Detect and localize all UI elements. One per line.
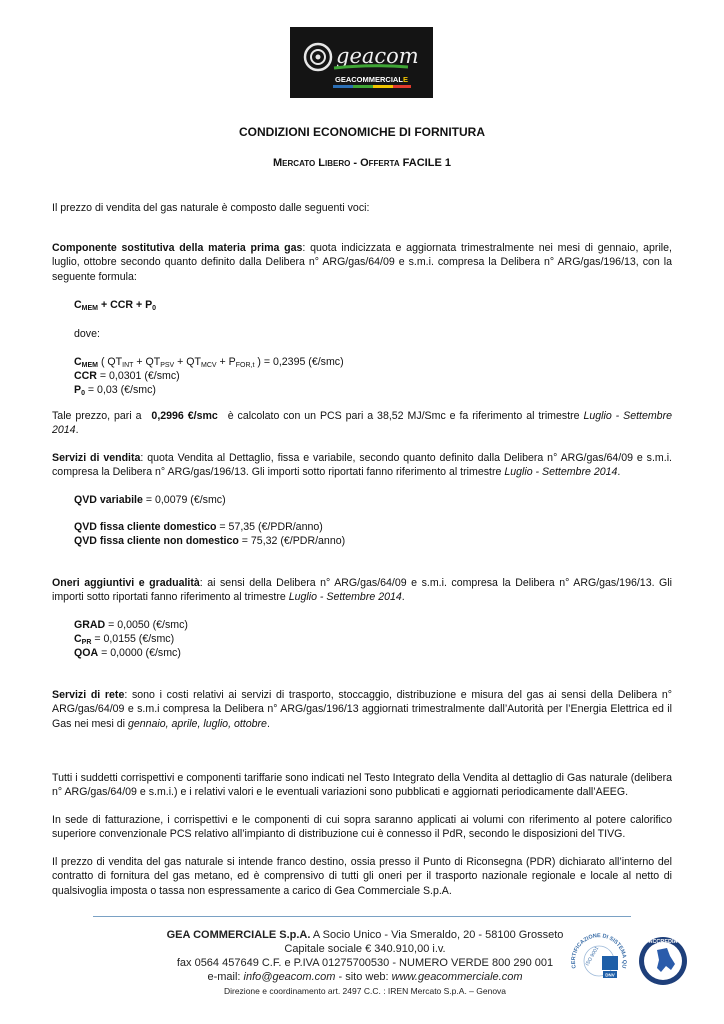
footer-web-label: - sito web: (335, 971, 392, 983)
quality-seal-icon (566, 928, 632, 994)
accredia-text: ACCREDIA (648, 939, 678, 945)
footer-web-link[interactable]: www.geacommerciale.com (391, 971, 523, 983)
cmem-b: + QT (133, 356, 161, 368)
cmem-int-sub: INT (122, 362, 134, 369)
oneri-end: . (401, 591, 405, 604)
oneri-text: : ai sensi della Delibera n° ARG/gas/64/09 e s.m.i. compresa la Delibera n° ARG/gas/196/13. Gli importi sotto riportati fanno riferimento al trimestre (52, 577, 672, 604)
qvd-nondom-label: QVD fissa cliente non domestico (74, 535, 239, 547)
company-logo (290, 27, 433, 98)
rete-months: gennaio, aprile, luglio, ottobre (127, 717, 267, 730)
price-line (52, 409, 672, 438)
oneri-period: Luglio - Settembre 2014 (288, 591, 402, 604)
vendita-text: : quota Vendita al Dettaglio, fissa e variabile, secondo quanto definito dalla Delibera n° ARG/gas/64/09 e s.m.i. compresa la Delibera n° ARG/gas/196/13. Gli importi sotto riportati fanno riferimento al trimestre (52, 452, 672, 479)
oneri-section (52, 576, 672, 605)
qvd-domestico-line (74, 520, 323, 534)
qvd-dom-label: QVD fissa cliente domestico (74, 521, 217, 533)
price-b: è calcolato con un PCS pari a 38,52 MJ/Smc e fa riferimento al trimestre (223, 410, 584, 422)
footer-email-label: e-mail: (207, 971, 244, 983)
qvd-nondomestico-line (74, 534, 345, 548)
cert-arc-text: CERTIFICAZIONE DI SISTEMA QU (570, 933, 628, 969)
oneri-heading: Oneri aggiuntivi e gradualità (52, 577, 200, 589)
footer-capital: Capitale sociale € 340.910,00 i.v. (284, 943, 446, 955)
accredia-badge (637, 930, 689, 992)
grad-line (74, 618, 188, 632)
intro-text: Il prezzo di vendita del gas naturale è composto dalle seguenti voci: (52, 202, 370, 214)
p0-label: P (74, 384, 82, 396)
footer-company-line (130, 928, 600, 942)
qoa-line (74, 646, 181, 660)
formula-cmem-line (74, 355, 344, 369)
formula-mem-sub: MEM (81, 305, 98, 312)
component-section (52, 241, 672, 284)
qvd-nondom-value: = 75,32 (€/PDR/anno) (238, 535, 346, 547)
accredia-seal-icon (637, 930, 689, 992)
logo-brand-text: geacom (336, 44, 419, 68)
footer-email-link[interactable]: info@geacom.com (243, 971, 336, 983)
formula-c: C (74, 299, 82, 311)
rete-text: : sono i costi relativi ai servizi di trasporto, stoccaggio, distribuzione e misura del gas ai sensi della Delibera n° ARG/gas/64/09 e s.m.i compresa la Delibera n° ARG/gas/196/13 aggiornati trimestralmente dall’Autorità per l’Energia Elettrica ed il Gas nei mesi di (52, 689, 672, 730)
footer-direction: Direzione e coordinamento art. 2497 C.C. : IREN Mercato S.p.A. – Genova (223, 986, 507, 996)
quality-certification-badge (566, 928, 632, 994)
footer-web-line (130, 970, 600, 984)
qvd-var-value: = 0,0079 (€/smc) (142, 494, 226, 506)
paragraph-2: In sede di fatturazione, i corrispettivi e le componenti di cui sopra saranno applicati ai volumi con riferimento al potere calorifico superiore convenzionale PCS relativo all’impianto di distribuzione cui è connesso il PdR, secondo le disposizioni del TIVG. (52, 814, 672, 841)
footer-divider (93, 916, 631, 917)
component-text: : quota indicizzata e aggiornata trimestralmente nei mesi di gennaio, aprile, luglio, ottobre secondo quanto definito dalla Delibera n° ARG/gas/64/09 e s.m.i. compresa la Delibera n° ARG/gas/196/13, con la seguente formula: (52, 242, 672, 283)
document-title: CONDIZIONI ECONOMICHE DI FORNITURA (239, 125, 485, 139)
paragraph-1: Tutti i suddetti corrispettivi e componenti tariffarie sono indicati nel Testo Integrato della Vendita al dettaglio di Gas naturale (delibera n° ARG/gas/64/09 e s.m.i.) e i relativi valori e le eventuali variazioni sono pubblicati e aggiornati periodicamente dall’AEEG. (52, 772, 672, 799)
p0-value: = 0,03 (€/smc) (84, 384, 156, 396)
geacom-logo-graphic (290, 27, 433, 98)
cmem-mcv-sub: MCV (201, 362, 217, 369)
grad-value: = 0,0050 (€/smc) (105, 619, 188, 631)
p0-line (74, 383, 156, 397)
cpr-sub: PR (81, 639, 92, 646)
price-end: . (75, 424, 79, 437)
formula-rest: + CCR + P (98, 299, 153, 311)
price-period: Luglio - Settembre 2014 (52, 410, 672, 437)
paragraph-3: Il prezzo di vendita del gas naturale si intende franco destino, ossia presso il Punto di Riconsegna (PDR) dichiarato all’interno del contratto di fornitura del gas metano, ed è comprensivo di tutti gli oneri per il trasporto nazionale regionale e locale al netto di qualsivoglia imposta o tassa non espressamente a carico di Gea Commerciale S.p.A. (52, 856, 672, 897)
ccr-line (74, 369, 180, 383)
logo-tagline-a: GEA (335, 75, 352, 84)
cmem-c: C (74, 356, 82, 368)
document-subtitle: Mercato Libero - Offerta FACILE 1 (273, 157, 451, 169)
logo-tagline-c: E (402, 75, 408, 84)
vendita-heading: Servizi di vendita (52, 452, 141, 464)
qvd-var-label: QVD variabile (74, 494, 143, 506)
cmem-fort-sub: FOR,t (235, 362, 255, 369)
formula-dove: dove: (74, 328, 100, 340)
p0-sub: 0 (81, 390, 85, 397)
cpr-line (74, 632, 174, 646)
svg-text:GEACOMMERCIALE (335, 75, 408, 84)
cmem-psv-sub: PSV (160, 362, 175, 369)
footer-company: GEA COMMERCIALE S.p.A. (166, 929, 311, 941)
ccr-value: = 0,0301 (€/smc) (96, 370, 180, 382)
footer-address: A Socio Unico - Via Smeraldo, 20 - 58100 Grosseto (310, 929, 564, 941)
iso-text: ISO 9001 (584, 945, 601, 967)
cpr-label: C (74, 633, 82, 645)
qoa-label: QOA (74, 647, 99, 659)
cmem-a: ( QT (98, 356, 123, 368)
footer-contacts: fax 0564 457649 C.F. e P.IVA 01275700530 - NUMERO VERDE 800 290 001 (176, 957, 554, 969)
rete-heading: Servizi di rete (52, 689, 125, 701)
dnv-text: DNV (605, 972, 615, 978)
grad-label: GRAD (74, 619, 106, 631)
formula-main (74, 298, 156, 312)
vendita-section (52, 451, 672, 480)
vendita-end: . (617, 466, 621, 479)
price-value: 0,2996 €/smc (151, 410, 218, 422)
rete-section (52, 688, 672, 731)
formula-p0-sub: 0 (152, 305, 157, 312)
qvd-dom-value: = 57,35 (€/PDR/anno) (216, 521, 323, 533)
price-a: Tale prezzo, pari a (52, 410, 146, 422)
qvd-variabile-line (74, 493, 226, 507)
cmem-d: + P (216, 356, 236, 368)
vendita-period: Luglio - Settembre 2014 (504, 466, 618, 479)
logo-tagline-b: COMMERCIAL (351, 75, 403, 84)
qoa-value: = 0,0000 (€/smc) (98, 647, 181, 659)
cpr-value: = 0,0155 (€/smc) (91, 633, 175, 645)
cmem-c2: + QT (174, 356, 202, 368)
cmem-sub: MEM (81, 362, 98, 369)
component-heading: Componente sostitutiva della materia prima gas (52, 242, 303, 254)
cmem-e: ) = 0,2395 (€/smc) (254, 356, 344, 368)
rete-end: . (266, 717, 270, 730)
ccr-label: CCR (74, 370, 97, 382)
